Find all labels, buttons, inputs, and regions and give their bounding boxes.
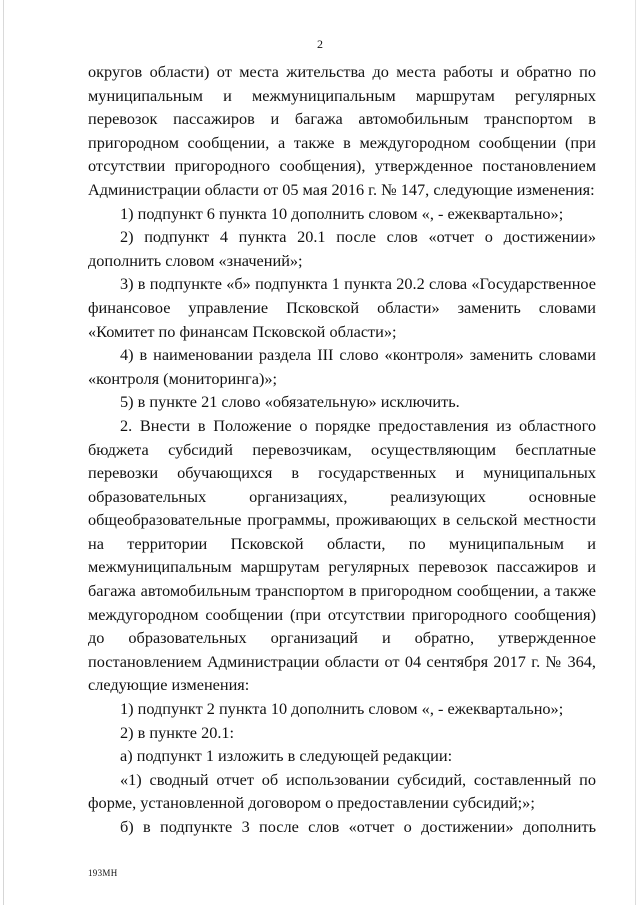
paragraph: 5) в пункте 21 слово «обязательную» исключить. xyxy=(120,392,460,412)
paragraph: 2. Внести в Положение о порядке предоставления из областного бюджета субсидий перевозчикам, осуществляющим бесплатные перевозки обучающихся в государственных и муниципальных образовательных организациях, реализующих основные общеобразовательные программы, проживающих в сельской местности на территории Псковской области, по муниципальным и межмуниципальным маршрутам регулярных перевозок пассажиров и багажа автомобильным транспортом в пригородном сообщении, а также междугородном сообщении (при отсутствии пригородного сообщения) до образовательных организаций и обратно, утвержденное постановлением Администрации области от 04 сентября 2017 г. № 364, следующие изменения: xyxy=(88,415,596,695)
page-number: 2 xyxy=(317,37,323,51)
paragraph-continuation: округов области) от места жительства до места работы и обратно по муниципальным и межмуниципальным маршрутам регулярных перевозок пассажиров и багажа автомобильным транспортом в пригородном сообщении, а также в междугородном сообщении (при отсутствии пригородного сообщения), утвержденное постановлением Администрации области от 05 мая 2016 г. № 147, следующие изменения: xyxy=(88,62,596,199)
footer-document-code: 193МН xyxy=(88,868,118,878)
paragraph: а) подпункт 1 изложить в следующей редакции: xyxy=(120,746,453,766)
paragraph: 1) подпункт 6 пункта 10 дополнить словом «, - ежеквартально»; xyxy=(120,203,564,223)
paragraph: 1) подпункт 2 пункта 10 дополнить словом «, - ежеквартально»; xyxy=(120,699,564,719)
paragraph: 3) в подпункте «б» подпункта 1 пункта 20.2 слова «Государственное финансовое управление Псковской области» заменить словами «Комитет по финансам Псковской области»; xyxy=(88,274,596,341)
paragraph: 2) в пункте 20.1: xyxy=(120,722,235,742)
paragraph-cut-off: б) в подпункте 3 после слов «отчет о достижении» дополнить xyxy=(120,817,596,836)
scan-edge-left xyxy=(3,0,4,905)
paragraph: «1) сводный отчет об использовании субсидий, составленный по форме, установленной договором о предоставлении субсидий;»; xyxy=(88,769,596,813)
paragraph: 2) подпункт 4 пункта 20.1 после слов «отчет о достижении» дополнить словом «значений»; xyxy=(88,227,596,270)
scan-edge-right xyxy=(635,0,636,905)
document-body xyxy=(88,60,596,839)
paragraph: 4) в наименовании раздела III слово «контроля» заменить словами «контроля (мониторинга)»; xyxy=(88,345,596,388)
